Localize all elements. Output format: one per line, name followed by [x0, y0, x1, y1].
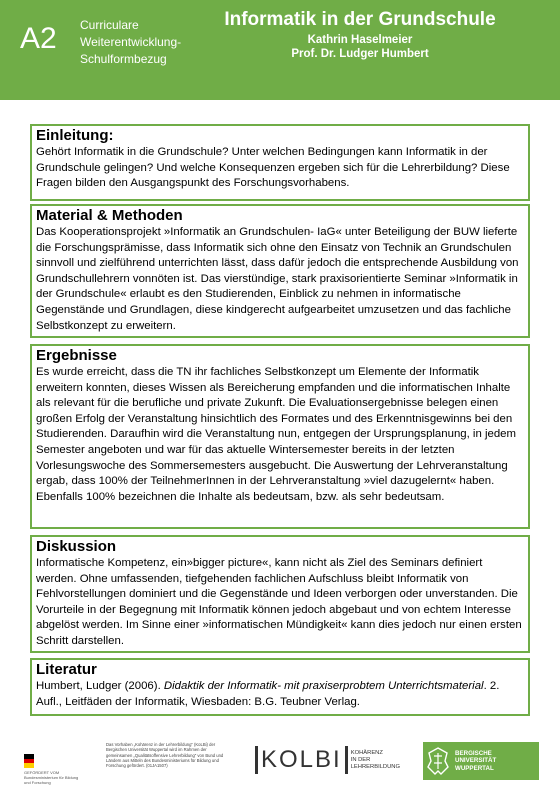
- poster-subtitle: Curriculare Weiterentwicklung- Schulformbezug: [80, 18, 182, 66]
- section-methoden: [30, 204, 530, 338]
- section-body: Informatische Kompetenz, ein»bigger picture«, kann nicht als Ziel des Seminars definiert werden. Ohne umfassenden, tiefgehenden fachlichen Aufschluss bleibt Informatik von Fehlvorstellungen dominiert und die Gegenstände und Ideen verborgen oder unverstanden. Die Vorurteile in der Begegnung mit Informatik können jedoch abgebaut und von echtem Interesse abgelöst werden. Im Sinne einer »informatischen Mündigkeit« kann dies jedoch nur einen ersten Schritt darstellen.: [36, 557, 522, 647]
- funding-note: Das Vorhaben „Kohärenz in der Lehrerbildung“ (KoLBi) der Bergischen Universität Wuppertal wird im Rahmen der gemeinsamen „Qualitätsoffensive Lehrerbildung“ von Bund und Ländern aus Mitteln des Bundesministeriums für Bildung und Forschung gefördert. (01JA1507): [106, 742, 224, 769]
- section-einleitung: [30, 124, 530, 201]
- reference-title: Didaktik der Informatik- mit praxiserprobtem Unterrichtsmaterial: [163, 680, 484, 692]
- poster-header: [0, 0, 560, 100]
- section-body: Gehört Informatik in die Grundschule? Unter welchen Bedingungen kann Informatik in der Grundschule gelingen? Und welche Konsequenzen ergeben sich für die Lehrerbildung? Diese Fragen bilden den Ausgangspunkt des Forschungsvorhabens.: [36, 146, 510, 190]
- section-heading: Ergebnisse: [36, 347, 117, 364]
- university-name: BERGISCHE UNIVERSITÄT WUPPERTAL: [455, 749, 497, 772]
- kolbi-tagline: KOHÄRENZ IN DER LEHRERBILDUNG: [350, 749, 400, 770]
- poster-footer: [0, 730, 560, 793]
- reference-entry: [36, 679, 524, 710]
- section-body: Das Kooperationsprojekt »Informatik an Grundschulen- IaG« unter Beteiligung der BUW lieferte die Forschungsprämisse, dass Informatik sich ohne den Einsatz von Technik an Grundschulen sinnvoll und zielführend unterrichten lässt, dass dafür jedoch die entsprechende Ausbildung von Grundschullehrern vonnöten ist. Das vierstündige, stark praxisorientierte Seminar »Informatik in der Grundschule« erlaubt es den Studierenden, Einblick zu nehmen in informatische Gegenstände und Grundlagen, diese kindgerecht aufgearbeitet umzusetzen und das fachliche Selbstkonzept zu erweitern.: [36, 226, 519, 332]
- section-heading: Diskussion: [36, 538, 117, 555]
- german-flag-icon: [24, 754, 34, 768]
- bmbf-logo-text: GEFÖRDERT VOM Bundesministerium für Bildung und Forschung: [24, 770, 79, 785]
- kolbi-logo: [255, 744, 411, 776]
- section-heading: Material & Methoden: [36, 207, 183, 224]
- section-heading: Literatur: [36, 661, 97, 678]
- section-heading: Einleitung:: [36, 127, 114, 144]
- section-diskussion: [30, 535, 530, 653]
- section-ergebnisse: [30, 344, 530, 529]
- reference-details: . 2. Aufl., Leitfäden der Informatik, Wiesbaden: B.G. Teubner Verlag.: [36, 680, 500, 708]
- reference-author: Humbert, Ludger (2006).: [36, 680, 164, 692]
- section-literatur: [30, 658, 530, 716]
- bmbf-logo: [24, 754, 82, 785]
- university-logo: [423, 742, 539, 780]
- section-body: Es wurde erreicht, dass die TN ihr fachliches Selbstkonzept um Elemente der Informatik erweitern konnten, dieses Wissen als Bereicherung empfanden und die informatischen Inhalte als relevant für die berufliche und private Zukunft. Die Evaluationsergebnisse belegen einen großen Erfolg der Veranstaltung hinsichtlich des Formates und des Erkenntnisgewinns bei den Studierenden. Daraufhin wird die Veranstaltung nun, entgegen der Ursprungsplanung, in jedem Semester angeboten und war für das aktuelle Wintersemester bereits in der letzten Vorlesungswoche des Sommersemesters ausgebucht. Die Auswertung der Lehrveranstaltung ergab, dass 100% der TeilnehmerInnen in der Lehrveranstaltung »viel dazugelernt« haben. Ebenfalls 100% bezeichnen die Inhalte als bedeutsam, bzw. als sehr bedeutsam.: [36, 366, 516, 503]
- poster-code: A2: [20, 22, 57, 55]
- kolbi-wordmark: KOLBI: [255, 746, 348, 774]
- poster-title: Informatik in der Grundschule: [224, 9, 496, 30]
- university-emblem-icon: [427, 747, 449, 775]
- flag-stripe: [24, 763, 34, 768]
- author-name: Prof. Dr. Ludger Humbert: [291, 48, 429, 60]
- author-name: Kathrin Haselmeier: [307, 34, 413, 46]
